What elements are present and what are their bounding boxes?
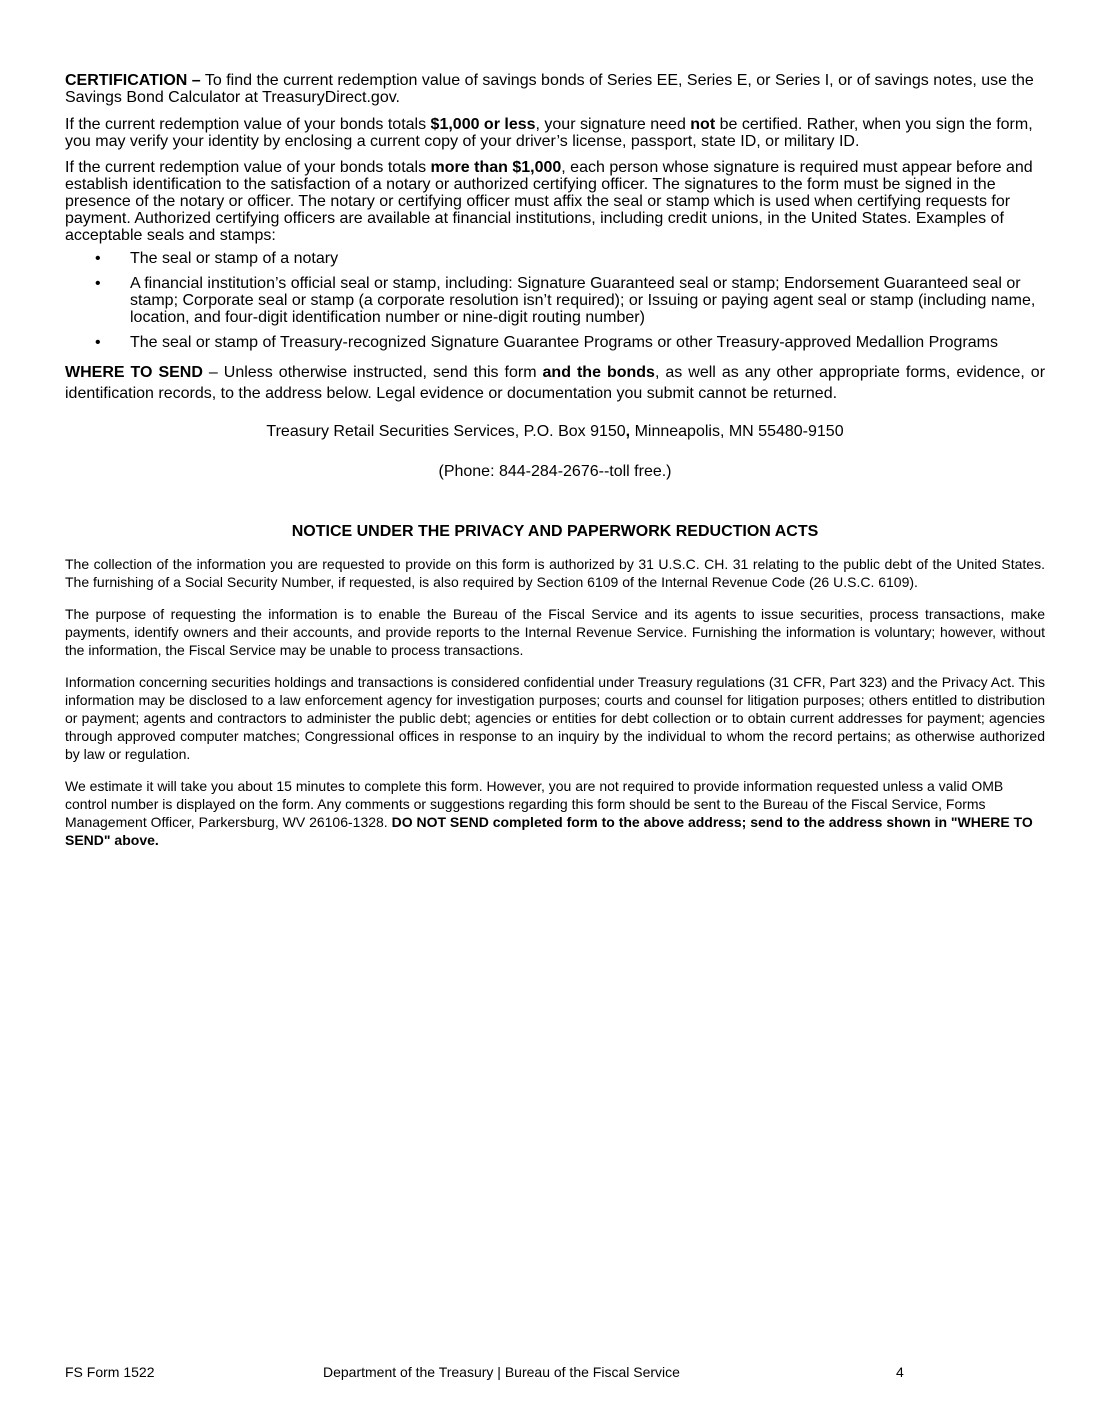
emphasis-amount: $1,000 or less — [430, 116, 536, 133]
text-run: , as well as any other appropriate forms, evidence, or identification records, to the address below. Legal evidence or documentation you submit cannot be returned. — [65, 364, 1046, 402]
notice-burden-estimate — [65, 777, 1045, 849]
text-run: Minneapolis, MN 55480-9150 — [630, 423, 844, 440]
notice-heading: NOTICE UNDER THE PRIVACY AND PAPERWORK REDUCTION ACTS — [291, 523, 819, 540]
mailing-address — [65, 422, 1045, 442]
list-item — [65, 250, 1045, 267]
list-item-text: A financial institution’s official seal or stamp, including: Signature Guaranteed seal or stamp; Endorsement Guaranteed seal or stamp; Corporate seal or stamp (a corporate resolution isn’t required); or Issuing or paying agent seal or stamp (including name, location, and four-digit identification number or nine-digit routing number) — [130, 275, 1036, 326]
text-run: , — [625, 423, 631, 440]
certification-under-1000 — [65, 116, 1045, 150]
emphasis-bonds: and the bonds — [542, 364, 655, 381]
list-item-text: The seal or stamp of Treasury-recognized Signature Guarantee Programs or other Treasury-approved Medallion Programs — [130, 334, 998, 351]
seal-examples-list — [65, 250, 1045, 351]
where-to-send-heading: WHERE TO SEND — [65, 364, 203, 381]
footer-form-name: FS Form 1522 — [65, 1364, 155, 1380]
text-run: If the current redemption value of your bonds totals — [65, 159, 431, 176]
text-run: Treasury Retail Securities Services, P.O. Box 9150 — [266, 423, 626, 440]
certification-over-1000 — [65, 159, 1045, 244]
text-run: be certified. Rather, when you sign the form, you may verify your identity by enclosing a current copy of your driver’s license, passport, state ID, or military ID. — [65, 116, 1033, 150]
notice-confidentiality: Information concerning securities holdings and transactions is considered confidential under Treasury regulations (31 CFR, Part 323) and the Privacy Act. This information may be disclosed to a law enforcement agency for investigation purposes; courts and counsel for litigation purposes; others entitled to distribution or payment; agents and contractors to administer the public debt; agencies or entities for debt collection or to obtain current addresses for payment; agencies through approved computer matches; Congressional offices in response to an inquiry by the individual to whom the record pertains; as otherwise authorized by law or regulation. — [65, 674, 1045, 762]
certification-intro-text: To find the current redemption value of savings bonds of Series EE, Series E, or Series I, or of savings notes, use the Savings Bond Calculator at TreasuryDirect.gov. — [65, 72, 1034, 106]
document-page — [65, 72, 1045, 863]
bullet-icon: • — [95, 334, 101, 351]
text-run: , your signature need — [535, 116, 691, 133]
certification-heading: CERTIFICATION – — [65, 72, 201, 89]
notice-authority: The collection of the information you are requested to provide on this form is authorized by 31 U.S.C. CH. 31 relating to the public debt of the United States. The furnishing of a Social Security Number, if requested, is also required by Section 6109 of the Internal Revenue Code (26 U.S.C. 6109). — [65, 556, 1045, 590]
list-item — [65, 275, 1045, 326]
text-run: , each person whose signature is required must appear before and establish identification to the satisfaction of a notary or authorized certifying officer. The signatures to the form must be signed in the presence of the notary or officer. The notary or certifying officer must affix the seal or stamp which is used when certifying requests for payment. Authorized certifying officers are available at financial institutions, including credit unions, in the United States. Examples of acceptable seals and stamps: — [65, 159, 1033, 244]
text-run: We estimate it will take you about 15 minutes to complete this form. However, you are not required to provide information requested unless a valid OMB control number is displayed on the form. Any comments or suggestions regarding this form should be sent to the Bureau of the Fiscal Service, Forms Management Officer, Parkersburg, WV 26106-1328. — [65, 778, 1004, 830]
do-not-send-warning: DO NOT SEND completed form to the above address; send to the address shown in "WHERE TO SEND" above. — [65, 814, 1033, 848]
emphasis-amount: more than $1,000 — [430, 159, 562, 176]
page-footer — [65, 1362, 1045, 1382]
where-to-send — [65, 362, 1045, 404]
notice-purpose: The purpose of requesting the information is to enable the Bureau of the Fiscal Service and its agents to issue securities, process transactions, make payments, identify owners and their accounts, and provide reports to the Internal Revenue Service. Furnishing the information is voluntary; however, without the information, the Fiscal Service may be unable to process transactions. — [65, 606, 1045, 658]
certification-intro — [65, 72, 1045, 106]
text-run: If the current redemption value of your bonds totals — [65, 116, 431, 133]
bullet-icon: • — [95, 275, 101, 292]
emphasis-not: not — [690, 116, 716, 133]
text-run: – Unless otherwise instructed, send this form — [202, 364, 543, 381]
list-item — [65, 334, 1045, 351]
bullet-icon: • — [95, 250, 101, 267]
list-item-text: The seal or stamp of a notary — [130, 250, 339, 267]
footer-page-number: 4 — [896, 1364, 904, 1380]
footer-department: Department of the Treasury | Bureau of the Fiscal Service — [323, 1364, 680, 1380]
phone-number: (Phone: 844-284-2676--toll free.) — [438, 463, 672, 480]
